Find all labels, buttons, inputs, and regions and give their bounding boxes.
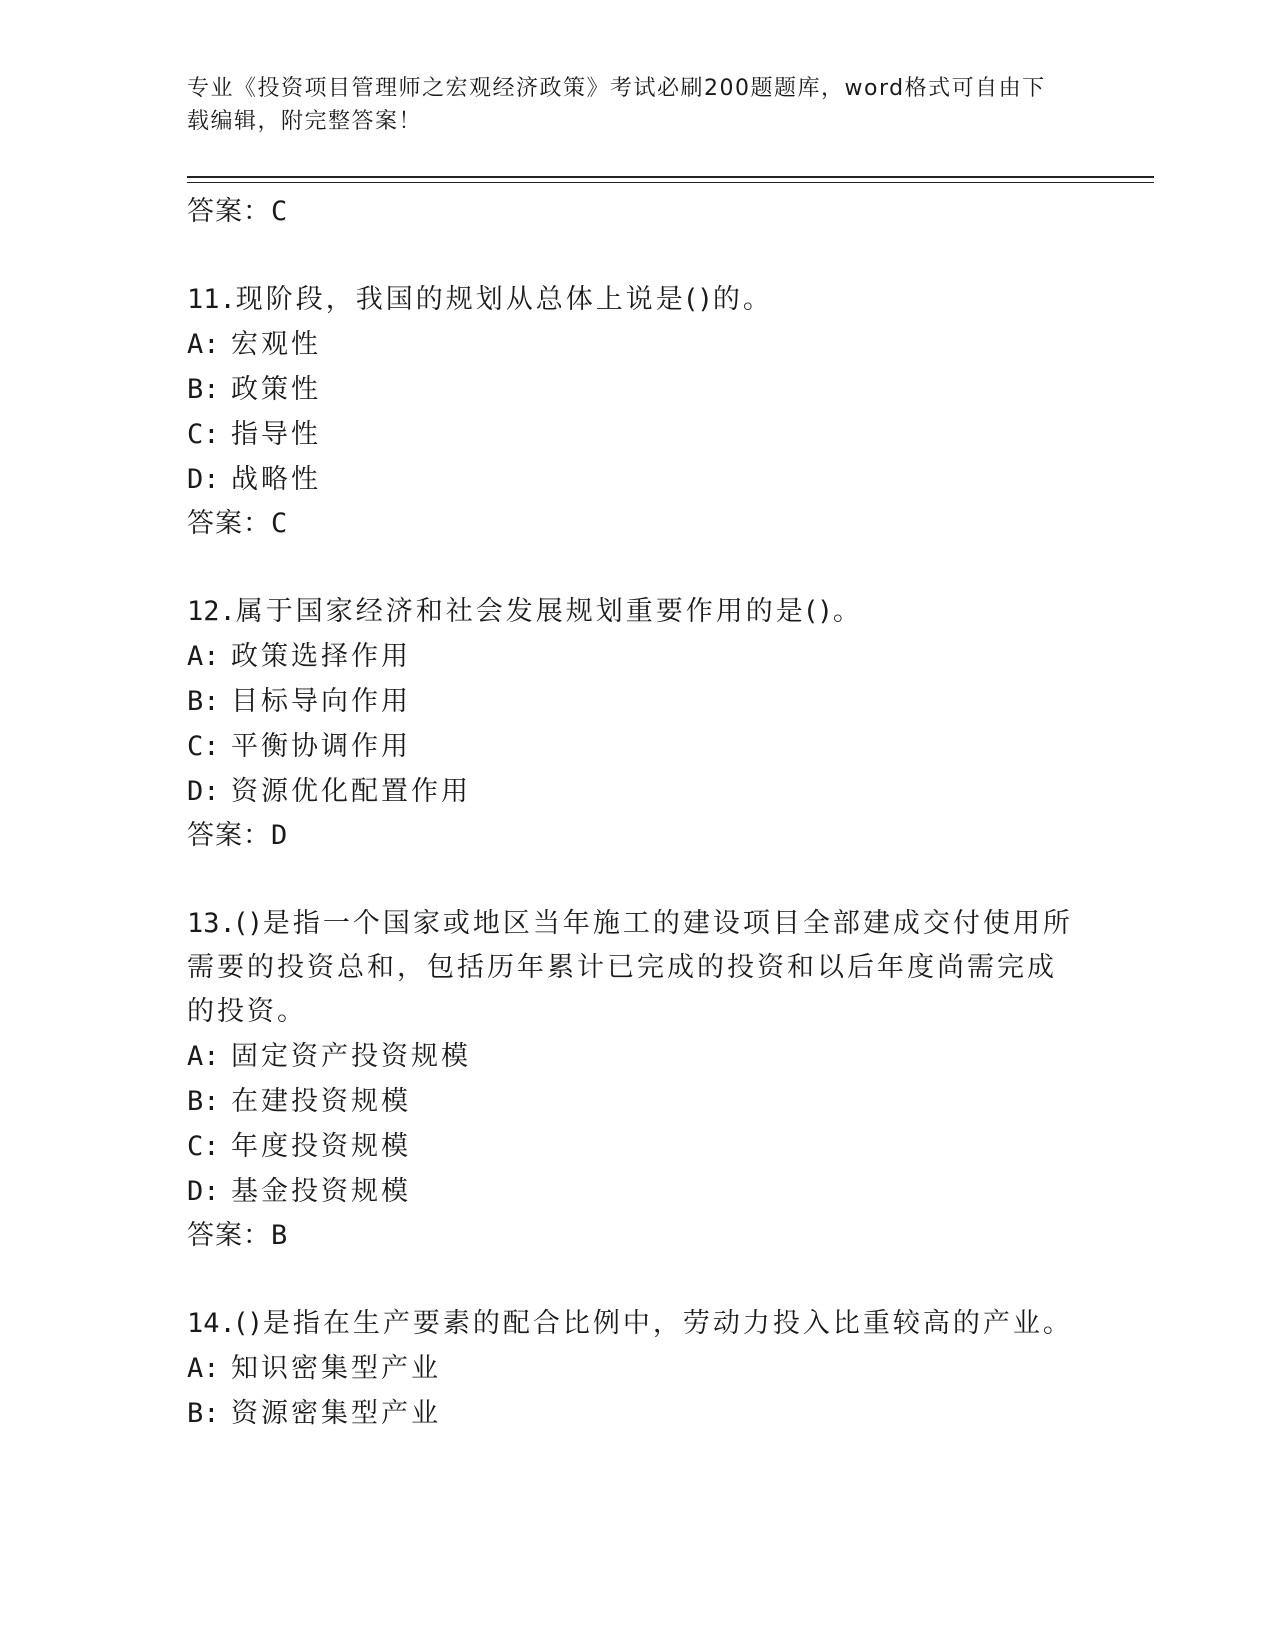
option-a <box>187 322 1077 367</box>
option-d <box>187 457 1077 502</box>
option-text: 政策性 <box>231 374 321 405</box>
option-text: 固定资产投资规模 <box>231 1041 471 1072</box>
question-number: 14. <box>187 1308 236 1339</box>
option-text: 在建投资规模 <box>231 1086 411 1117</box>
answer-value: C <box>271 508 289 539</box>
option-letter: D: <box>187 1176 220 1207</box>
option-c <box>187 412 1077 457</box>
question-stem <box>187 1302 1077 1346</box>
answer-line <box>187 190 1077 234</box>
question-number: 11. <box>187 284 236 315</box>
option-letter: A: <box>187 1041 220 1072</box>
option-text: 资源密集型产业 <box>231 1398 441 1429</box>
option-text: 指导性 <box>231 419 321 450</box>
answer-label: 答案： <box>187 196 271 227</box>
option-text: 年度投资规模 <box>231 1131 411 1162</box>
answer-label: 答案： <box>187 820 271 851</box>
question-stem <box>187 278 1077 322</box>
option-d <box>187 1169 1077 1214</box>
option-letter: C: <box>187 731 220 762</box>
option-letter: A: <box>187 329 220 360</box>
option-a <box>187 1034 1077 1079</box>
answer-label: 答案： <box>187 508 271 539</box>
question-block <box>187 1302 1077 1436</box>
option-text: 宏观性 <box>231 329 321 360</box>
option-c <box>187 1124 1077 1169</box>
option-letter: D: <box>187 464 220 495</box>
option-d <box>187 769 1077 814</box>
option-b <box>187 367 1077 412</box>
question-block <box>187 278 1077 546</box>
option-text: 目标导向作用 <box>231 686 411 717</box>
document-header: 专业《投资项目管理师之宏观经济政策》考试必刷200题题库，word格式可自由下载编辑，附完整答案！ <box>187 76 1046 134</box>
answer-value: D <box>271 820 289 851</box>
option-c <box>187 724 1077 769</box>
option-text: 战略性 <box>231 464 321 495</box>
answer-line <box>187 502 1077 546</box>
option-text: 基金投资规模 <box>231 1176 411 1207</box>
option-text: 政策选择作用 <box>231 641 411 672</box>
question-number: 13. <box>187 908 236 939</box>
option-letter: D: <box>187 776 220 807</box>
option-text: 资源优化配置作用 <box>231 776 471 807</box>
header-rule-thick <box>187 176 1154 178</box>
answer-line <box>187 814 1077 858</box>
option-letter: B: <box>187 1086 220 1117</box>
option-text: 知识密集型产业 <box>231 1353 441 1384</box>
question-block <box>187 902 1077 1258</box>
option-text: 平衡协调作用 <box>231 731 411 762</box>
header-rule-thin <box>187 182 1154 183</box>
answer-value: C <box>271 196 289 227</box>
option-letter: C: <box>187 1131 220 1162</box>
question-block <box>187 590 1077 858</box>
question-text: ()是指一个国家或地区当年施工的建设项目全部建成交付使用所需要的投资总和，包括历年累计已完成的投资和以后年度尚需完成的投资。 <box>187 908 1073 1027</box>
question-text: 现阶段，我国的规划从总体上说是()的。 <box>235 284 773 315</box>
question-text: 属于国家经济和社会发展规划重要作用的是()。 <box>235 596 863 627</box>
document-body <box>187 190 1077 1436</box>
option-a <box>187 1346 1077 1391</box>
option-letter: B: <box>187 374 220 405</box>
option-letter: B: <box>187 686 220 717</box>
option-letter: A: <box>187 1353 220 1384</box>
question-stem <box>187 902 1077 1034</box>
answer-line <box>187 1214 1077 1258</box>
answer-value: B <box>271 1220 289 1251</box>
question-text: ()是指在生产要素的配合比例中，劳动力投入比重较高的产业。 <box>235 1308 1073 1339</box>
answer-label: 答案： <box>187 1220 271 1251</box>
question-stem <box>187 590 1077 634</box>
option-a <box>187 634 1077 679</box>
option-b <box>187 1391 1077 1436</box>
option-letter: A: <box>187 641 220 672</box>
option-b <box>187 679 1077 724</box>
question-number: 12. <box>187 596 236 627</box>
option-letter: B: <box>187 1398 220 1429</box>
option-letter: C: <box>187 419 220 450</box>
option-b <box>187 1079 1077 1124</box>
